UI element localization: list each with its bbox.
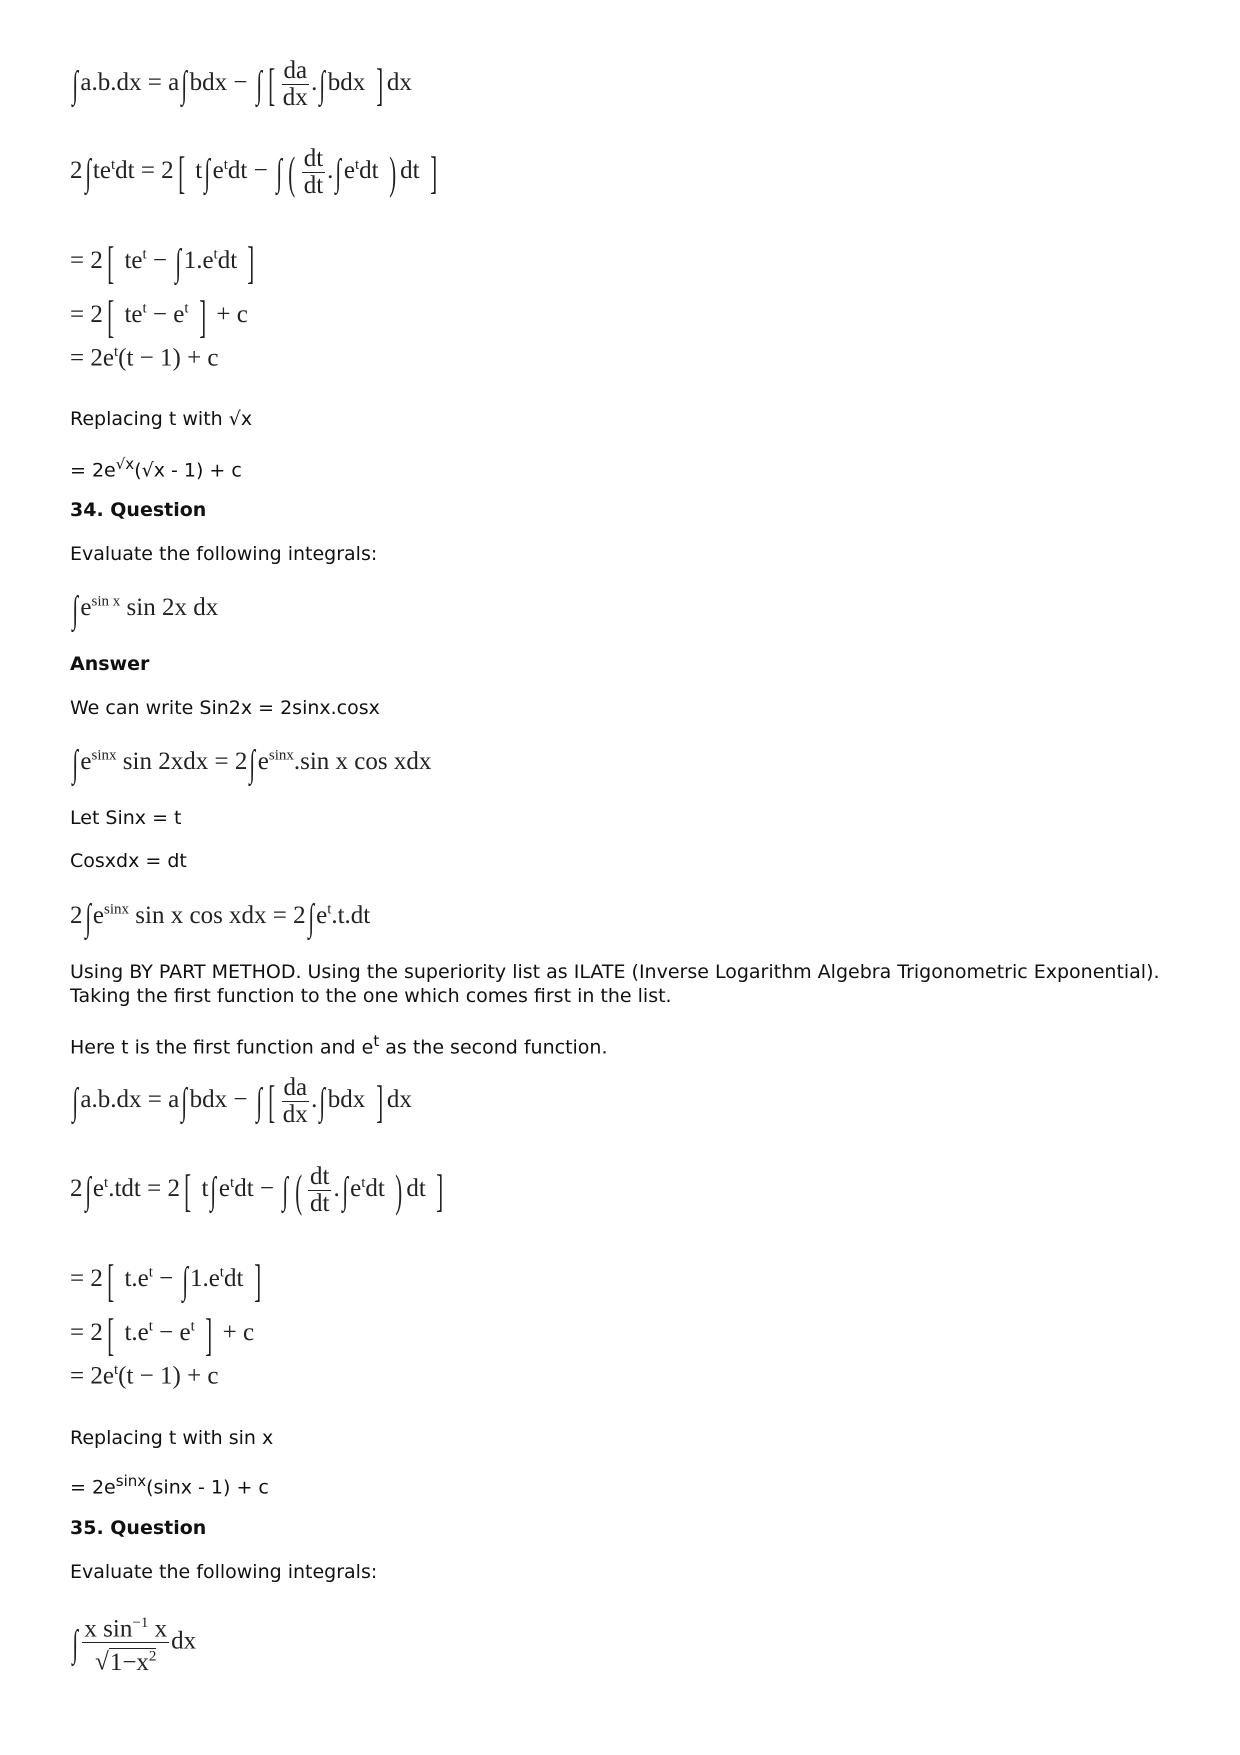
step-2-equation: = 2[ $te^t - \int 1.e^tdt$ ]	[70, 237, 255, 288]
step-4b-equation: = $2e^t(t - 1) + c$	[70, 1362, 219, 1390]
step-1b-equation: $2\int e^t.tdt = 2$[ $t\int e^tdt$ − ∫ ( $\frac{dt}{dt}$ $.\int e^tdt$ ) dt ]	[70, 1163, 444, 1217]
step-3-equation: = 2[ $te^t - e^t$ ] + c	[70, 291, 248, 342]
answer-equation-2: $2\int e^{sinx}$ sin x cos xdx = $2\int e^t.t.dt$	[70, 897, 371, 939]
question-35-heading: 35. Question	[70, 1517, 207, 1539]
formula-by-parts-2: ∫a.b.dx = a∫bdx − ∫ [ $\frac{da}{dx}$ .∫bdx ] dx	[72, 1074, 412, 1128]
answer-line-1: We can write Sin2x = 2sinx.cosx	[70, 697, 380, 719]
formula-by-parts-1: ∫a.b.dx = a∫bdx − ∫ [ $\frac{da}{dx}$ .∫bdx ] dx	[72, 57, 412, 111]
here-text: Here t is the first function and $e^t$ as the second function.	[70, 1032, 608, 1059]
let-line-2: Cosxdx = dt	[70, 850, 187, 872]
result-1: = $2e^{√x}(√x - 1) + c$	[70, 455, 242, 482]
method-paragraph: Using BY PART METHOD. Using the superiority list as ILATE (Inverse Logarithm Algebra Trigonometric Exponential). Taking the first function to the one which comes first in the list.	[70, 961, 1160, 1007]
question-35-prompt: Evaluate the following integrals:	[70, 1561, 378, 1583]
replace-text-1: Replacing t with √x	[70, 408, 253, 430]
question-35-integral: ∫ $\frac{x \sin^{-1} x}{√1-x^2}$ dx	[70, 1610, 196, 1676]
answer-equation-1: $\int e^{sinx}$ $\sin 2xdx = 2\int e^{sinx}.\sin$ x cos xdx	[72, 743, 432, 785]
question-34-integral: $\int e^{sin x}$ sin 2x dx	[72, 589, 219, 631]
replace-text-2: Replacing t with sin x	[70, 1427, 274, 1449]
answer-label: Answer	[70, 653, 150, 675]
question-34-prompt: Evaluate the following integrals:	[70, 543, 378, 565]
question-34-heading: 34. Question	[70, 499, 207, 521]
step-2b-equation: = 2[ $t.e^t - \int 1.e^tdt$ ]	[70, 1255, 261, 1306]
result-2: = $2e^{sinx}(\sin x - 1) + c$	[70, 1472, 269, 1499]
let-line-1: Let Sinx = t	[70, 807, 182, 829]
step-3b-equation: = 2[ $t.e^t - e^t$ ] + c	[70, 1309, 255, 1360]
step-4-equation: = $2e^t(t - 1) + c$	[70, 344, 219, 372]
step-1-equation: $2\int te^tdt = 2$[ $t\int e^tdt$ − ∫ ( $\frac{dt}{dt}$ $.\int e^tdt$ ) dt ]	[70, 145, 437, 199]
